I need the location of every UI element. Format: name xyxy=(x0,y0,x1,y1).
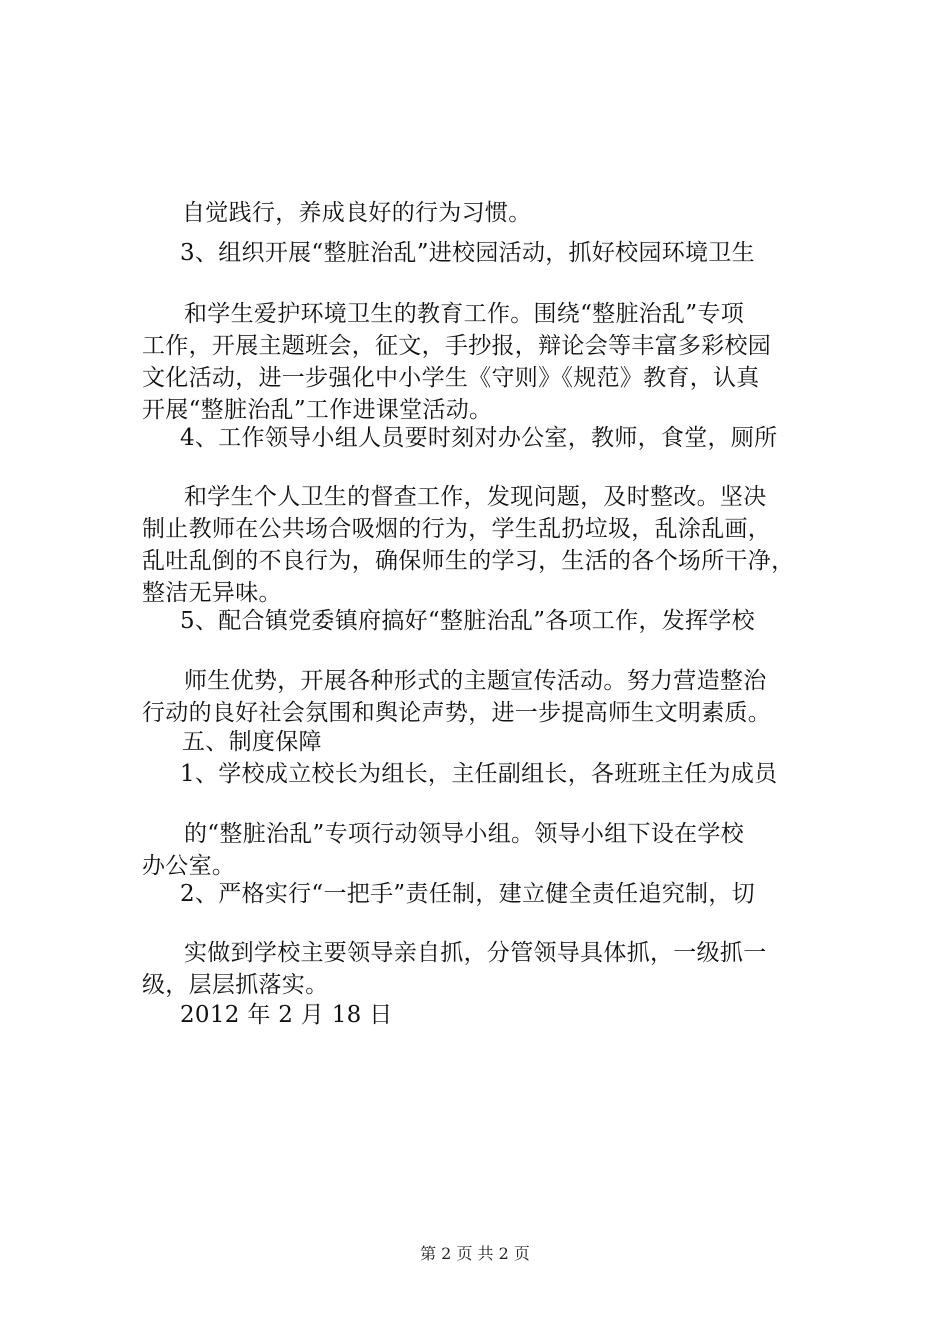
text-line: 实做到学校主要领导亲自抓，分管领导具体抓，一级抓一 xyxy=(184,940,767,966)
text-line: 行动的良好社会氛围和舆论声势，进一步提高师生文明素质。 xyxy=(142,700,772,726)
text-line: 4、工作领导小组人员要时刻对办公室，教师，食堂，厕所 xyxy=(180,425,778,451)
text-line: 开展“整脏治乱”工作进课堂活动。 xyxy=(142,397,493,423)
text-line: 乱吐乱倒的不良行为，确保师生的学习，生活的各个场所干净， xyxy=(142,548,795,574)
text-line: 师生优势，开展各种形式的主题宣传活动。努力营造整治 xyxy=(184,668,767,694)
text-line: 自觉践行，养成良好的行为习惯。 xyxy=(182,200,532,226)
text-line: 整洁无异味。 xyxy=(142,580,282,606)
text-line: 五、制度保障 xyxy=(182,729,322,755)
text-line: 工作，开展主题班会，征文，手抄报，辩论会等丰富多彩校园 xyxy=(142,333,772,359)
text-line: 和学生个人卫生的督查工作，发现问题，及时整改。坚决 xyxy=(184,484,767,510)
text-line: 办公室。 xyxy=(142,853,236,879)
text-line: 级，层层抓落实。 xyxy=(142,972,329,998)
date-line: 2012 年 2 月 18 日 xyxy=(180,1002,393,1028)
text-line: 的“整脏治乱”专项行动领导小组。领导小组下设在学校 xyxy=(184,821,745,847)
text-line: 3、组织开展“整脏治乱”进校园活动，抓好校园环境卫生 xyxy=(180,240,755,266)
text-line: 2、严格实行“一把手”责任制，建立健全责任追究制，切 xyxy=(180,881,755,907)
text-line: 5、配合镇党委镇府搞好“整脏治乱”各项工作，发挥学校 xyxy=(180,608,755,634)
text-line: 和学生爱护环境卫生的教育工作。围绕“整脏治乱”专项 xyxy=(184,301,745,327)
text-line: 文化活动，进一步强化中小学生《守则》《规范》教育，认真 xyxy=(142,365,760,391)
text-line: 1、学校成立校长为组长，主任副组长，各班班主任为成员 xyxy=(180,761,778,787)
page-footer: 第 2 页 共 2 页 xyxy=(420,1244,530,1263)
text-line: 制止教师在公共场合吸烟的行为，学生乱扔垃圾，乱涂乱画， xyxy=(142,516,772,542)
